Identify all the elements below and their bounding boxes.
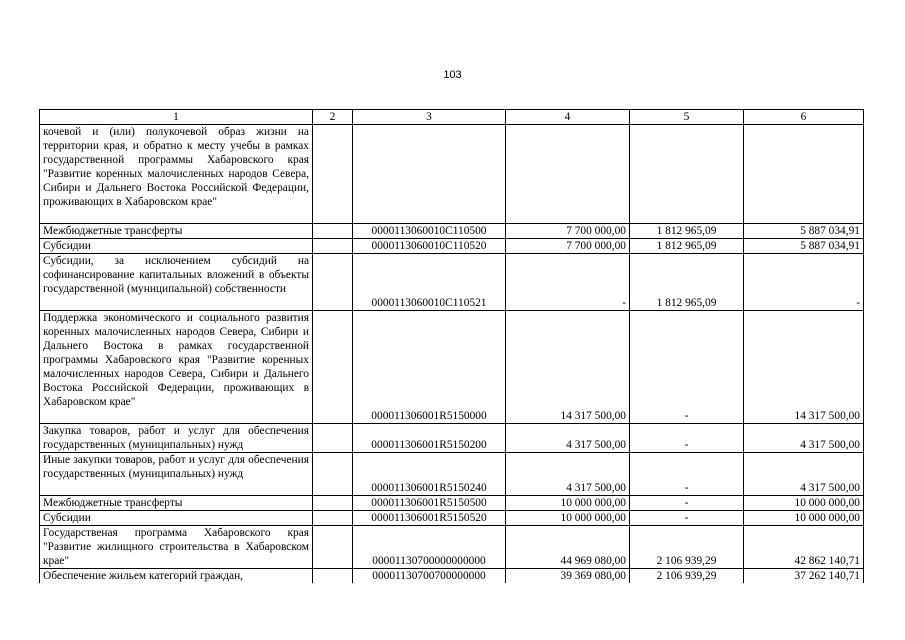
row-col4: 4 317 500,00: [506, 424, 630, 453]
row-col2: [313, 239, 353, 254]
row-col5: 1 812 965,09: [630, 254, 744, 311]
row-code: 00001130700000000000: [353, 526, 506, 569]
row-col6: 42 862 140,71: [744, 526, 864, 569]
row-col4: 39 369 080,00: [506, 569, 630, 584]
row-code: 00001130700700000000: [353, 569, 506, 584]
table-row: [40, 311, 864, 424]
row-col6: [744, 125, 864, 224]
row-col5: 1 812 965,09: [630, 239, 744, 254]
row-col4: [506, 125, 630, 224]
table-row: [40, 453, 864, 496]
row-name: Обеспечение жильем категорий граждан,: [40, 569, 313, 584]
row-name: кочевой и (или) полукочевой образ жизни на территории края, и обратно к месту учебы в рамках государственной программы Хабаровского края "Развитие коренных малочисленных народов Севера, Сибири и Дальнего Востока Российской Федерации, проживающих в Хабаровском крае": [40, 125, 313, 224]
row-code: 000011306001R5150520: [353, 511, 506, 526]
row-code: 000011306001R5150200: [353, 424, 506, 453]
row-code: 0000113060010С110500: [353, 224, 506, 239]
row-col5: 2 106 939,29: [630, 569, 744, 584]
table-row: [40, 496, 864, 511]
row-col4: 7 700 000,00: [506, 239, 630, 254]
row-col6: 5 887 034,91: [744, 239, 864, 254]
row-col6: 5 887 034,91: [744, 224, 864, 239]
row-col6: 10 000 000,00: [744, 496, 864, 511]
row-code: [353, 125, 506, 224]
row-name: Межбюджетные трансферты: [40, 224, 313, 239]
row-col2: [313, 424, 353, 453]
page-number: 103: [443, 69, 462, 81]
column-header: 4: [506, 110, 630, 125]
row-name: Субсидии: [40, 511, 313, 526]
row-col6: 4 317 500,00: [744, 453, 864, 496]
row-col2: [313, 453, 353, 496]
column-header: 5: [630, 110, 744, 125]
row-code: 000011306001R5150500: [353, 496, 506, 511]
table-row: [40, 224, 864, 239]
table-row: [40, 125, 864, 224]
column-header: 1: [40, 110, 313, 125]
row-col5: 2 106 939,29: [630, 526, 744, 569]
row-col4: 7 700 000,00: [506, 224, 630, 239]
row-col5: -: [630, 311, 744, 424]
column-header: 6: [744, 110, 864, 125]
row-code: 0000113060010С110520: [353, 239, 506, 254]
row-name: Межбюджетные трансферты: [40, 496, 313, 511]
row-col2: [313, 224, 353, 239]
row-name: Закупка товаров, работ и услуг для обеспечения государственных (муниципальных) нужд: [40, 424, 313, 453]
table-header-row: [40, 110, 864, 125]
row-name: Поддержка экономического и социального развития коренных малочисленных народов Севера, Сибири и Дальнего Востока в рамках государственной программы Хабаровского края "Развитие коренных малочисленных народов Севера, Сибири и Дальнего Востока Российской Федерации, проживающих в Хабаровском крае": [40, 311, 313, 424]
row-col2: [313, 254, 353, 311]
row-col4: 4 317 500,00: [506, 453, 630, 496]
table-row: [40, 254, 864, 311]
row-col6: -: [744, 254, 864, 311]
row-col2: [313, 511, 353, 526]
row-col5: -: [630, 511, 744, 526]
row-col4: 14 317 500,00: [506, 311, 630, 424]
row-col5: -: [630, 496, 744, 511]
row-code: 0000113060010С110521: [353, 254, 506, 311]
column-header: 2: [313, 110, 353, 125]
row-name: Субсидии, за исключением субсидий на софинансирование капитальных вложений в объекты государственной (муниципальной) собственности: [40, 254, 313, 311]
table-row: [40, 569, 864, 584]
table-row: [40, 526, 864, 569]
row-col2: [313, 496, 353, 511]
table-row: [40, 511, 864, 526]
table-row: [40, 239, 864, 254]
row-col2: [313, 526, 353, 569]
row-col4: 44 969 080,00: [506, 526, 630, 569]
row-col6: 4 317 500,00: [744, 424, 864, 453]
row-col5: -: [630, 453, 744, 496]
row-col6: 37 262 140,71: [744, 569, 864, 584]
row-code: 000011306001R5150000: [353, 311, 506, 424]
row-code: 000011306001R5150240: [353, 453, 506, 496]
row-col4: -: [506, 254, 630, 311]
row-col5: 1 812 965,09: [630, 224, 744, 239]
row-col6: 14 317 500,00: [744, 311, 864, 424]
row-name: Субсидии: [40, 239, 313, 254]
row-col6: 10 000 000,00: [744, 511, 864, 526]
row-col5: -: [630, 424, 744, 453]
table-row: [40, 424, 864, 453]
row-name: Государственая программа Хабаровского края "Развитие жилищного строительства в Хабаровском крае": [40, 526, 313, 569]
row-name: Иные закупки товаров, работ и услуг для обеспечения государственных (муниципальных) нужд: [40, 453, 313, 496]
row-col4: 10 000 000,00: [506, 511, 630, 526]
column-header: 3: [353, 110, 506, 125]
row-col2: [313, 125, 353, 224]
row-col2: [313, 569, 353, 584]
row-col4: 10 000 000,00: [506, 496, 630, 511]
budget-table: [39, 109, 864, 583]
row-col5: [630, 125, 744, 224]
row-col2: [313, 311, 353, 424]
